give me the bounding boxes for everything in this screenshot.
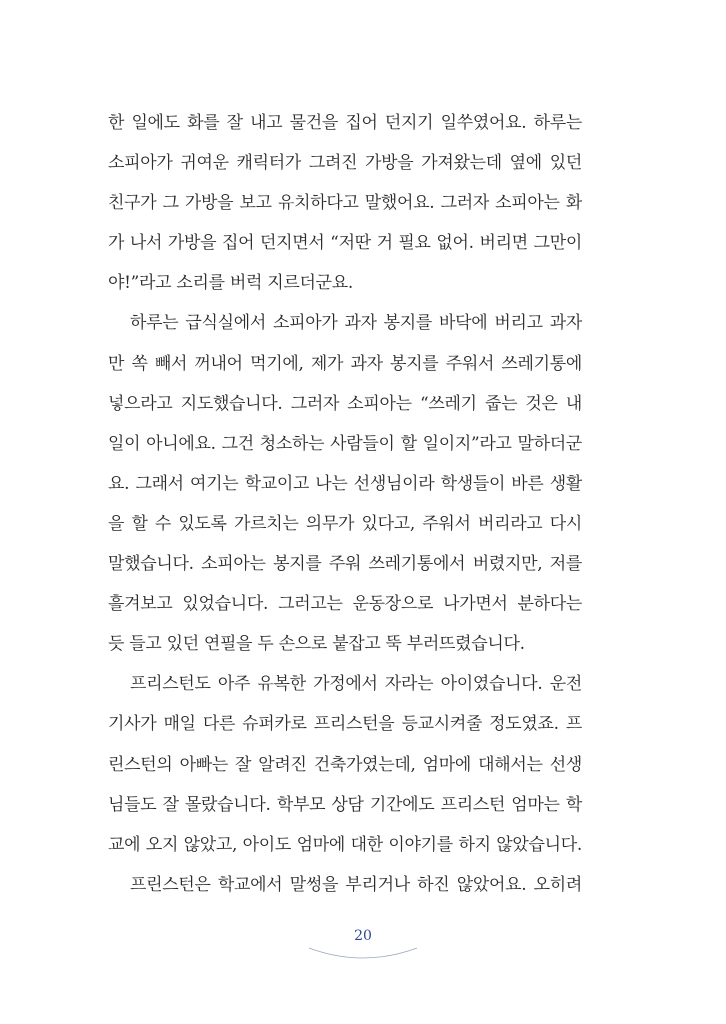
text-line: 교에 오지 않았고, 아이도 엄마에 대한 이야기를 하지 않았습니다. <box>108 834 582 855</box>
text-line: 만 쏙 빼서 꺼내어 먹기에, 제가 과자 봉지를 주워서 쓰레기통에 <box>108 353 582 374</box>
text-line: 프린스턴은 학교에서 말썽을 부리거나 하진 않았어요. 오히려 <box>130 874 582 895</box>
text-line: 기사가 매일 다른 슈퍼카로 프리스턴을 등교시켜줄 정도였죠. 프 <box>108 714 582 735</box>
text-line: 듯 들고 있던 연필을 두 손으로 붙잡고 뚝 부러뜨렸습니다. <box>108 634 525 655</box>
text-line: 소피아가 귀여운 캐릭터가 그려진 가방을 가져왔는데 옆에 있던 <box>108 153 582 174</box>
body-text <box>108 103 582 905</box>
text-line: 야!”라고 소리를 버럭 지르더군요. <box>108 273 353 294</box>
text-line: 넣으라고 지도했습니다. 그러자 소피아는 “쓰레기 줍는 것은 내 <box>108 393 582 414</box>
page-footer <box>0 924 726 964</box>
text-line: 님들도 잘 몰랐습니다. 학부모 상담 기간에도 프리스턴 엄마는 학 <box>108 794 582 815</box>
text-line: 흘겨보고 있었습니다. 그러고는 운동장으로 나가면서 분하다는 <box>108 594 582 615</box>
text-line: 을 할 수 있도록 가르치는 의무가 있다고, 주워서 버리라고 다시 <box>108 513 582 534</box>
text-line: 한 일에도 화를 잘 내고 물건을 집어 던지기 일쑤였어요. 하루는 <box>108 113 582 133</box>
text-line: 친구가 그 가방을 보고 유치하다고 말했어요. 그러자 소피아는 화 <box>108 193 582 214</box>
text-line: 가 나서 가방을 집어 던지면서 “저딴 거 필요 없어. 버리면 그만이 <box>108 233 582 254</box>
text-line: 일이 아니에요. 그건 청소하는 사람들이 할 일이지”라고 말하더군 <box>108 433 582 454</box>
text-line: 요. 그래서 여기는 학교이고 나는 선생님이라 학생들이 바른 생활 <box>108 473 582 494</box>
text-line: 프리스턴도 아주 유복한 가정에서 자라는 아이였습니다. 운전 <box>130 674 582 695</box>
text-line: 하루는 급식실에서 소피아가 과자 봉지를 바닥에 버리고 과자 <box>130 313 582 334</box>
text-line: 린스턴의 아빠는 잘 알려진 건축가였는데, 엄마에 대해서는 선생 <box>108 754 582 775</box>
page-number: 20 <box>354 928 372 944</box>
text-line: 말했습니다. 소피아는 봉지를 주워 쓰레기통에서 버렸지만, 저를 <box>108 554 582 575</box>
